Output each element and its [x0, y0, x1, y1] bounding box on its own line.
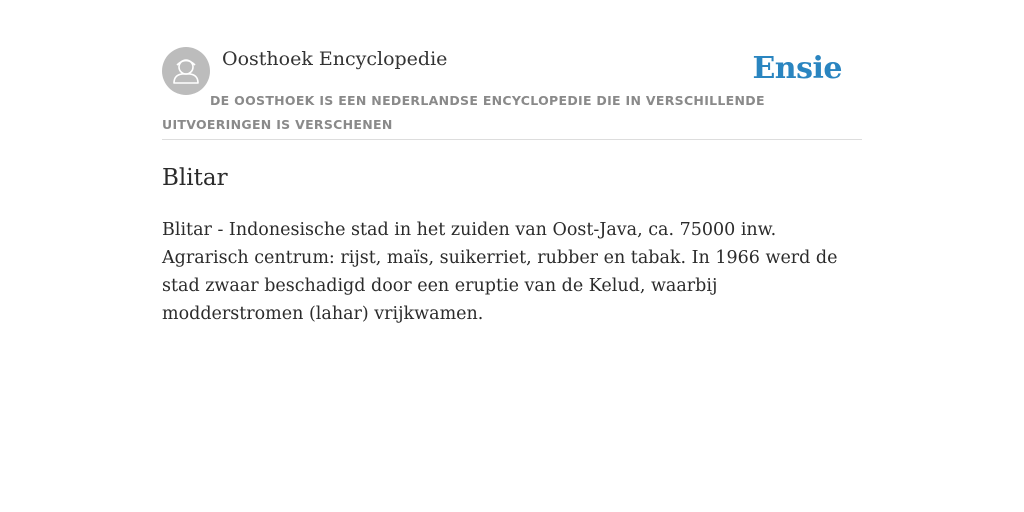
article-title: Blitar	[162, 165, 228, 191]
header-divider	[162, 139, 862, 140]
site-name[interactable]: Oosthoek Encyclopedie	[222, 48, 448, 70]
user-icon	[162, 47, 210, 95]
avatar[interactable]	[162, 47, 210, 95]
site-tagline: DE OOSTHOEK IS EEN NEDERLANDSE ENCYCLOPEDIE DIE IN VERSCHILLENDE UITVOERINGEN IS VERSCHENEN	[162, 93, 765, 132]
brand-logo[interactable]: Ensie	[752, 51, 842, 86]
article-body: Blitar - Indonesische stad in het zuiden van Oost-Java, ca. 75000 inw. Agrarisch centrum: rijst, maïs, suikerriet, rubber en tabak. In 1966 werd de stad zwaar beschadigd door een eruptie van de Kelud, waarbij modderstromen (lahar) vrijkwamen.	[162, 220, 838, 324]
